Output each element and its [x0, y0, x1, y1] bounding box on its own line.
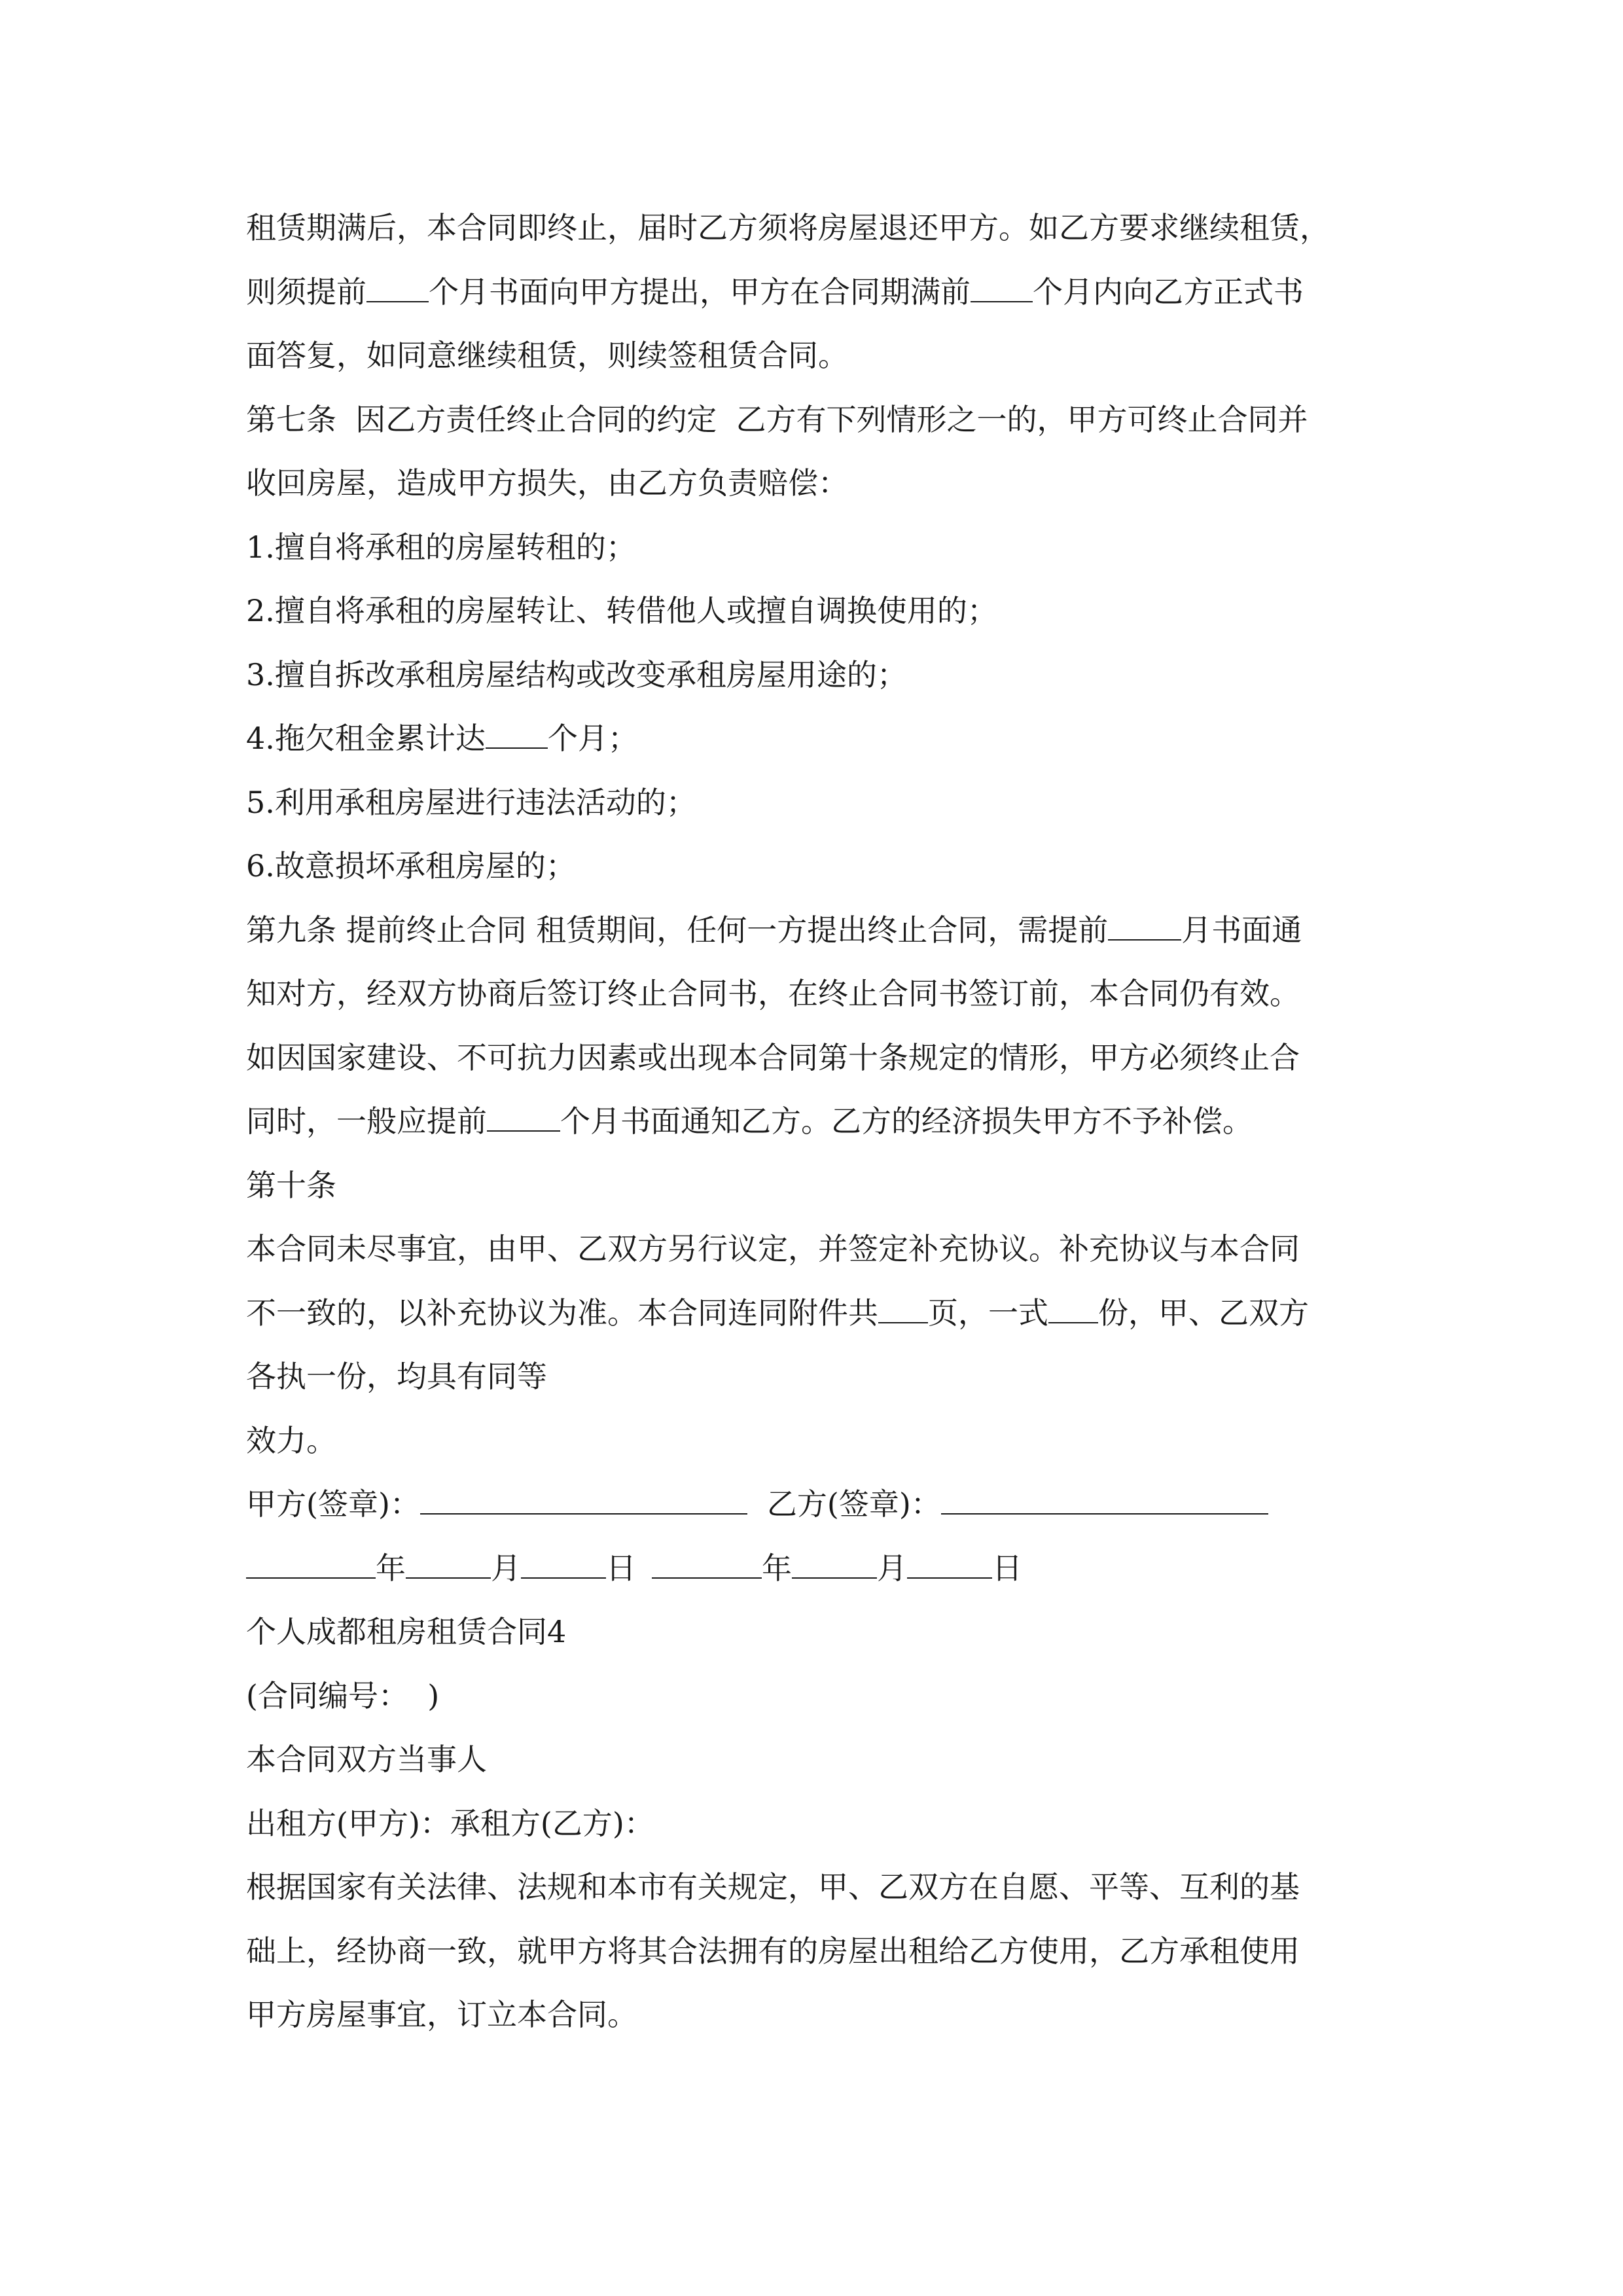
text-segment: 个人成都租房租赁合同4: [246, 1614, 567, 1649]
text-line: [246, 452, 1398, 516]
text-segment: 甲方房屋事宜，订立本合同。: [246, 1997, 637, 2032]
text-segment: 本合同未尽事宜，由甲、乙双方另行议定，并签定补充协议。补充协议与本合同: [246, 1231, 1300, 1266]
text-segment: 页，一式: [928, 1295, 1048, 1331]
party-b-signature-label: 乙方(签章)：: [766, 1486, 941, 1522]
text-line: [246, 1345, 1398, 1409]
year-label: 年: [762, 1550, 792, 1586]
text-line: [246, 1983, 1398, 2047]
text-segment: 月书面通: [1181, 912, 1302, 948]
text-line: [246, 1728, 1398, 1792]
text-segment: 第九条 提前终止合同 租赁期间，任何一方提出终止合同，需提前: [246, 912, 1109, 948]
party-a-signature-label: 甲方(签章)：: [246, 1486, 420, 1522]
text-segment: 如因国家建设、不可抗力因素或出现本合同第十条规定的情形，甲方必须终止合: [246, 1039, 1300, 1075]
text-segment: 根据国家有关法律、法规和本市有关规定，甲、乙双方在自愿、平等、互利的基: [246, 1869, 1300, 1905]
contract-title: [246, 1600, 1398, 1664]
blank-field[interactable]: [486, 725, 548, 749]
text-line: [246, 1026, 1398, 1090]
text-segment: 个月内向乙方正式书: [1033, 274, 1304, 310]
contract-number: [246, 1664, 1398, 1729]
text-line: [246, 196, 1398, 260]
party-b-signature-field[interactable]: [941, 1491, 1268, 1515]
month-label: 月: [877, 1550, 907, 1586]
text-line: [246, 962, 1398, 1026]
text-segment: 收回房屋，造成甲方损失，由乙方负责赔偿：: [246, 465, 848, 501]
party-a-day-field[interactable]: [521, 1555, 606, 1579]
text-segment: 3.擅自拆改承租房屋结构或改变承租房屋用途的；: [246, 656, 907, 692]
blank-field[interactable]: [1108, 917, 1181, 941]
party-b-month-field[interactable]: [792, 1555, 877, 1579]
text-line: [246, 1920, 1398, 1984]
text-segment: 5.利用承租房屋进行违法活动的；: [246, 784, 696, 820]
text-line: [246, 260, 1398, 325]
text-segment: 个月书面通知乙方。乙方的经济损失甲方不予补偿。: [560, 1103, 1253, 1139]
document-body: [246, 196, 1398, 2047]
party-a-signature-field[interactable]: [420, 1491, 747, 1515]
text-segment: 2.擅自将承租的房屋转让、转借他人或擅自调换使用的；: [246, 593, 997, 628]
day-label: 日: [606, 1550, 636, 1586]
blank-field[interactable]: [487, 1108, 560, 1132]
text-segment: 则须提前: [246, 274, 366, 310]
party-a-month-field[interactable]: [406, 1555, 491, 1579]
text-segment: 础上，经协商一致，就甲方将其合法拥有的房屋出租给乙方使用，乙方承租使用: [246, 1933, 1300, 1969]
text-segment: 本合同双方当事人: [246, 1742, 487, 1777]
list-item: [246, 707, 1398, 771]
month-label: 月: [491, 1550, 521, 1586]
list-item: [246, 834, 1398, 899]
party-b-year-field[interactable]: [652, 1555, 762, 1579]
text-line: [246, 324, 1398, 388]
text-segment: 份，甲、乙双方: [1098, 1295, 1309, 1331]
blank-field[interactable]: [1048, 1300, 1098, 1323]
text-segment: 6.故意损坏承租房屋的；: [246, 848, 576, 884]
date-row: [246, 1537, 1398, 1601]
text-segment: 各执一份，均具有同等: [246, 1359, 547, 1394]
blank-field[interactable]: [971, 279, 1033, 302]
list-item: [246, 579, 1398, 643]
text-line: [246, 1282, 1398, 1346]
text-segment: 面答复，如同意继续租赁，则续签租赁合同。: [246, 338, 848, 373]
list-item: [246, 516, 1398, 580]
text-line: [246, 1856, 1398, 1920]
day-label: 日: [992, 1550, 1022, 1586]
text-line: [246, 1409, 1398, 1473]
list-item: [246, 771, 1398, 835]
text-line: [246, 1792, 1398, 1856]
article-heading: [246, 1154, 1398, 1218]
blank-field[interactable]: [878, 1300, 928, 1323]
text-segment: 出租方(甲方)：承租方(乙方)：: [246, 1805, 654, 1841]
text-line: [246, 1090, 1398, 1154]
article-heading: [246, 388, 1398, 452]
blank-field[interactable]: [366, 279, 429, 302]
text-segment: 租赁期满后，本合同即终止，届时乙方须将房屋退还甲方。如乙方要求继续租赁，: [246, 210, 1330, 245]
party-b-day-field[interactable]: [907, 1555, 992, 1579]
party-a-year-field[interactable]: [246, 1555, 376, 1579]
text-segment: 个月；: [547, 721, 638, 756]
article-heading: [246, 899, 1398, 963]
year-label: 年: [376, 1550, 406, 1586]
list-item: [246, 643, 1398, 708]
text-segment: 1.擅自将承租的房屋转租的；: [246, 529, 636, 565]
text-segment: 个月书面向甲方提出，甲方在合同期满前: [429, 274, 971, 310]
text-segment: (合同编号： ): [246, 1677, 440, 1713]
text-segment: 不一致的，以补充协议为准。本合同连同附件共: [246, 1295, 878, 1331]
text-segment: 第七条 因乙方责任终止合同的约定 乙方有下列情形之一的，甲方可终止合同并: [246, 401, 1308, 437]
text-line: [246, 1217, 1398, 1282]
text-segment: 4.拖欠租金累计达: [246, 721, 486, 756]
text-segment: 同时，一般应提前: [246, 1103, 487, 1139]
text-segment: 第十条: [246, 1167, 336, 1203]
text-segment: 知对方，经双方协商后签订终止合同书，在终止合同书签订前，本合同仍有效。: [246, 976, 1300, 1011]
text-segment: 效力。: [246, 1422, 336, 1458]
signature-row: [246, 1473, 1398, 1537]
